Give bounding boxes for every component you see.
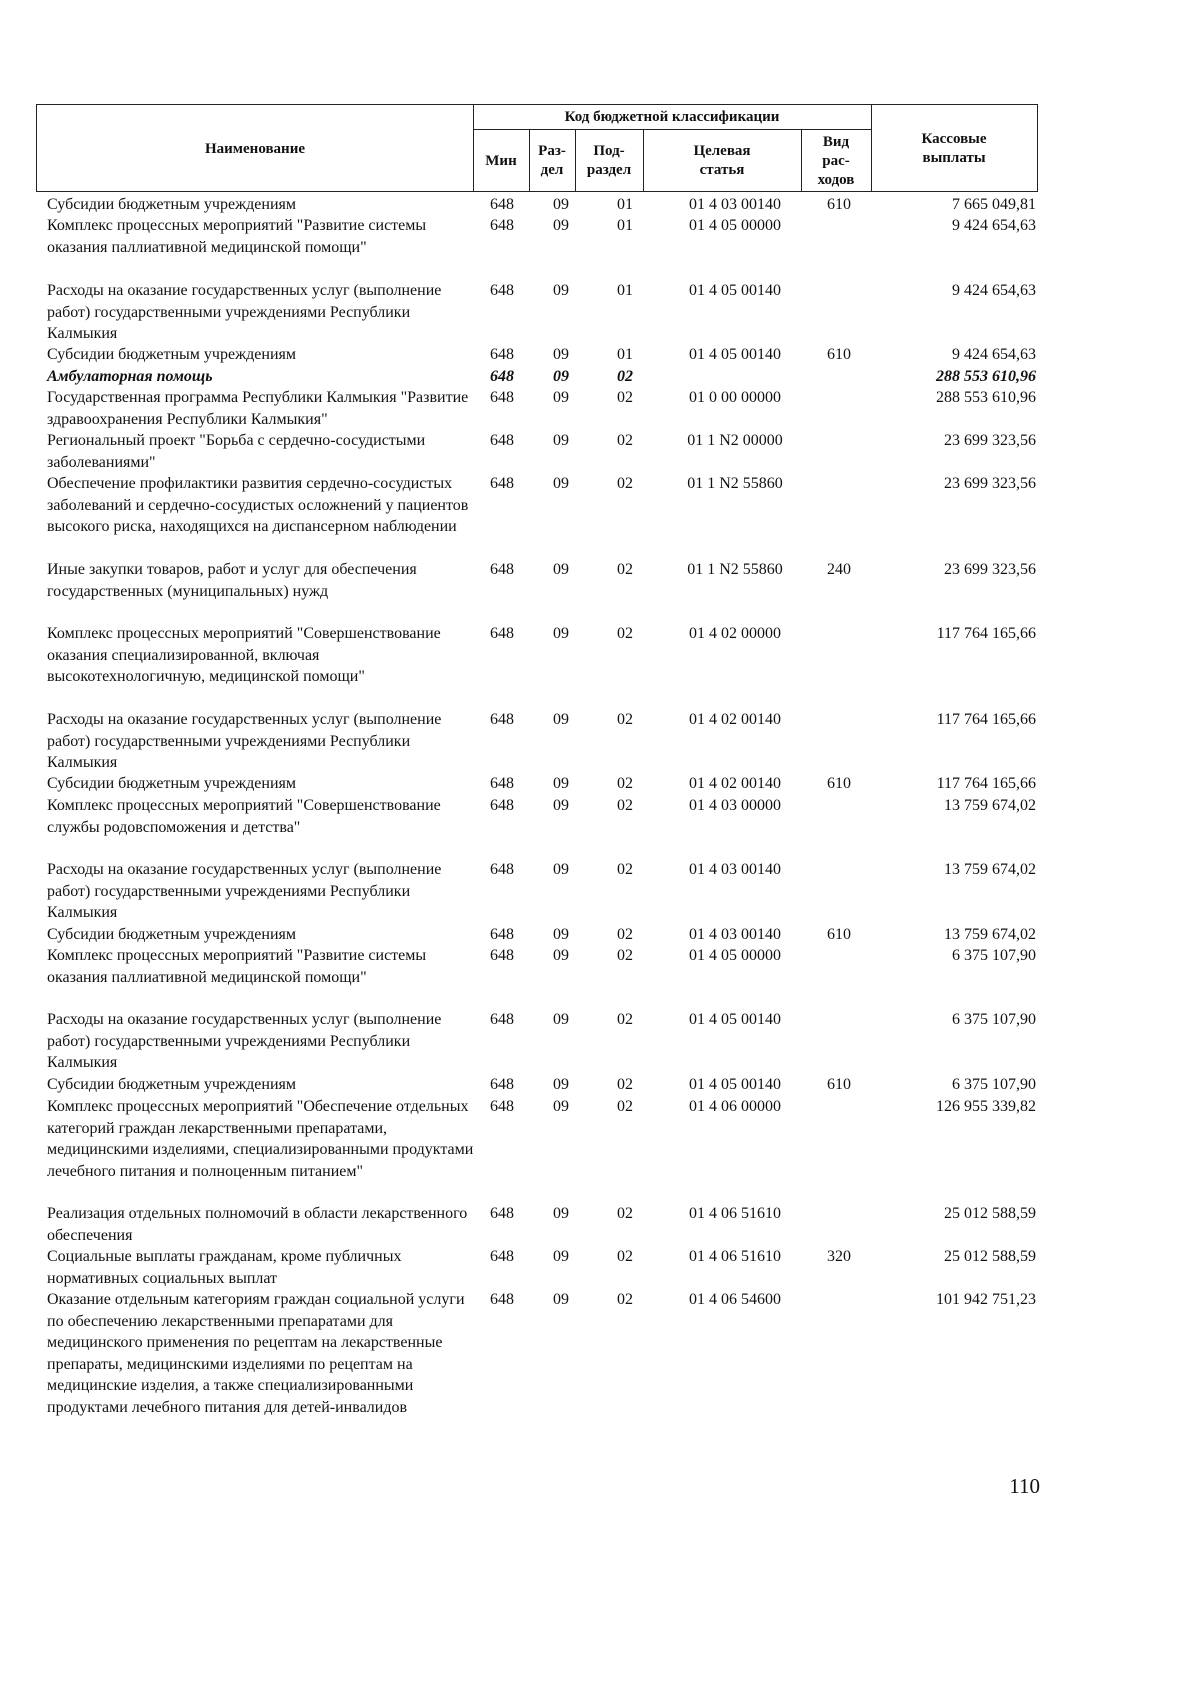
row-min: 648 [490,625,514,642]
row-kassovye-vyplaty: 13 759 674,02 [944,797,1036,814]
header-podrazdel: Под- раздел [586,143,632,178]
row-name: Региональный проект "Борьба с сердечно-сосудистыми заболеваниями" [47,432,426,471]
row-podrazdel: 02 [617,432,633,449]
row-min: 648 [490,389,514,406]
row-tselevaya-statya: 01 4 02 00140 [689,775,781,792]
row-podrazdel: 01 [617,346,633,363]
row-tselevaya-statya: 01 4 06 54600 [689,1291,781,1308]
row-podrazdel: 02 [617,1205,633,1222]
row-podrazdel: 01 [617,196,633,213]
row-name: Субсидии бюджетным учреждениям [47,775,296,792]
row-vid-raskhodov: 610 [827,775,851,792]
row-min: 648 [490,1291,514,1308]
row-razdel: 09 [553,1011,569,1028]
row-podrazdel: 02 [617,625,633,642]
row-tselevaya-statya: 01 4 06 00000 [689,1098,781,1115]
row-podrazdel: 02 [617,368,633,385]
header-budget-code-group: Код бюджетной классификации [564,108,780,125]
row-podrazdel: 02 [617,1011,633,1028]
row-razdel: 09 [553,797,569,814]
row-kassovye-vyplaty: 13 759 674,02 [944,926,1036,943]
row-kassovye-vyplaty: 126 955 339,82 [936,1098,1036,1115]
row-kassovye-vyplaty: 25 012 588,59 [944,1205,1036,1222]
row-razdel: 09 [553,282,569,299]
row-kassovye-vyplaty: 23 699 323,56 [944,561,1036,578]
row-kassovye-vyplaty: 9 424 654,63 [952,217,1036,234]
row-razdel: 09 [553,217,569,234]
row-podrazdel: 02 [617,1248,633,1265]
row-name: Комплекс процессных мероприятий "Совершенствование оказания специализированной, включая высокотехнологичную, медицинской помощи" [47,625,441,685]
row-min: 648 [490,861,514,878]
row-name: Расходы на оказание государственных услуг (выполнение работ) государственными учреждениями Республики Калмыкия [47,711,442,771]
row-name: Иные закупки товаров, работ и услуг для обеспечения государственных (муниципальных) нужд [47,561,417,600]
row-kassovye-vyplaty: 117 764 165,66 [936,625,1036,642]
row-razdel: 09 [553,368,569,385]
row-podrazdel: 02 [617,1291,633,1308]
row-razdel: 09 [553,196,569,213]
row-podrazdel: 02 [617,926,633,943]
row-vid-raskhodov: 610 [827,926,851,943]
row-kassovye-vyplaty: 117 764 165,66 [936,775,1036,792]
row-razdel: 09 [553,711,569,728]
row-podrazdel: 01 [617,217,633,234]
row-podrazdel: 02 [617,561,633,578]
row-tselevaya-statya: 01 1 N2 00000 [687,432,783,449]
row-podrazdel: 02 [617,475,633,492]
row-tselevaya-statya: 01 4 03 00140 [689,196,781,213]
row-tselevaya-statya: 01 4 06 51610 [689,1248,781,1265]
row-podrazdel: 01 [617,282,633,299]
header-name: Наименование [205,140,305,157]
row-podrazdel: 02 [617,797,633,814]
row-vid-raskhodov: 610 [827,1076,851,1093]
row-tselevaya-statya: 01 4 03 00000 [689,797,781,814]
row-min: 648 [490,282,514,299]
row-vid-raskhodov: 240 [827,561,851,578]
row-name: Субсидии бюджетным учреждениям [47,926,296,943]
row-podrazdel: 02 [617,775,633,792]
row-kassovye-vyplaty: 6 375 107,90 [952,947,1036,964]
row-kassovye-vyplaty: 6 375 107,90 [952,1076,1036,1093]
row-name: Расходы на оказание государственных услуг (выполнение работ) государственными учреждениями Республики Калмыкия [47,861,442,921]
row-razdel: 09 [553,561,569,578]
row-razdel: 09 [553,861,569,878]
row-tselevaya-statya: 01 4 06 51610 [689,1205,781,1222]
row-min: 648 [490,432,514,449]
row-tselevaya-statya: 01 4 02 00000 [689,625,781,642]
row-name: Комплекс процессных мероприятий "Совершенствование службы родовспоможения и детства" [47,797,441,836]
row-name: Амбулаторная помощь [47,368,213,385]
row-min: 648 [490,711,514,728]
row-min: 648 [490,797,514,814]
row-name: Субсидии бюджетным учреждениям [47,196,296,213]
row-min: 648 [490,475,514,492]
row-kassovye-vyplaty: 7 665 049,81 [952,196,1036,213]
row-tselevaya-statya: 01 4 05 00000 [689,947,781,964]
row-razdel: 09 [553,432,569,449]
row-razdel: 09 [553,947,569,964]
row-name: Социальные выплаты гражданам, кроме публичных нормативных социальных выплат [47,1248,402,1287]
row-kassovye-vyplaty: 288 553 610,96 [936,389,1036,406]
row-name: Комплекс процессных мероприятий "Развитие системы оказания паллиативной медицинской помощи" [47,217,427,256]
header-min: Мин [485,152,517,169]
row-kassovye-vyplaty: 288 553 610,96 [936,368,1036,385]
row-name: Комплекс процессных мероприятий "Развитие системы оказания паллиативной медицинской помощи" [47,947,427,986]
row-name: Реализация отдельных полномочий в области лекарственного обеспечения [47,1205,468,1244]
row-tselevaya-statya: 01 4 02 00140 [689,711,781,728]
row-name: Государственная программа Республики Калмыкия "Развитие здравоохранения Республики Калмыкия" [47,389,469,428]
header-vid-raskhodov: Вид рас- ходов [817,133,855,188]
row-razdel: 09 [553,475,569,492]
row-razdel: 09 [553,1098,569,1115]
row-min: 648 [490,1205,514,1222]
row-podrazdel: 02 [617,1098,633,1115]
row-podrazdel: 02 [617,947,633,964]
row-kassovye-vyplaty: 9 424 654,63 [952,282,1036,299]
row-name: Расходы на оказание государственных услуг (выполнение работ) государственными учреждениями Республики Калмыкия [47,282,442,342]
row-kassovye-vyplaty: 23 699 323,56 [944,475,1036,492]
row-razdel: 09 [553,1205,569,1222]
row-name: Расходы на оказание государственных услуг (выполнение работ) государственными учреждениями Республики Калмыкия [47,1011,442,1071]
row-min: 648 [490,947,514,964]
row-min: 648 [490,368,514,385]
row-vid-raskhodov: 610 [827,346,851,363]
row-min: 648 [490,1098,514,1115]
row-razdel: 09 [553,389,569,406]
row-min: 648 [490,346,514,363]
row-kassovye-vyplaty: 117 764 165,66 [936,711,1036,728]
row-tselevaya-statya: 01 4 05 00000 [689,217,781,234]
row-kassovye-vyplaty: 23 699 323,56 [944,432,1036,449]
row-tselevaya-statya: 01 4 05 00140 [689,1076,781,1093]
row-min: 648 [490,1248,514,1265]
row-kassovye-vyplaty: 9 424 654,63 [952,346,1036,363]
row-name: Субсидии бюджетным учреждениям [47,346,296,363]
row-kassovye-vyplaty: 25 012 588,59 [944,1248,1036,1265]
row-podrazdel: 02 [617,389,633,406]
row-min: 648 [490,561,514,578]
table-header [36,104,1038,192]
row-min: 648 [490,217,514,234]
header-kassovye-vyplaty: Кассовые выплаты [921,131,987,166]
header-razdel: Раз- дел [538,143,566,178]
row-name: Оказание отдельным категориям граждан социальной услуги по обеспечению лекарственными препаратами для медицинского применения по рецептам на лекарственные препараты, медицинскими изделиями по рецептам на медицинские изделия, а также специализированными продуктами лечебного питания для детей-инвалидов [47,1291,465,1416]
row-tselevaya-statya: 01 1 N2 55860 [687,561,783,578]
row-podrazdel: 02 [617,861,633,878]
row-razdel: 09 [553,1291,569,1308]
row-tselevaya-statya: 01 0 00 00000 [689,389,781,406]
row-kassovye-vyplaty: 13 759 674,02 [944,861,1036,878]
row-min: 648 [490,196,514,213]
row-name: Комплекс процессных мероприятий "Обеспечение отдельных категорий граждан лекарственными препаратами, медицинскими изделиями, специализированными продуктами лечебного питания и полноценным питанием" [47,1098,474,1180]
row-tselevaya-statya: 01 4 03 00140 [689,861,781,878]
page-number: 110 [1009,1474,1040,1498]
row-tselevaya-statya: 01 4 05 00140 [689,346,781,363]
row-podrazdel: 02 [617,711,633,728]
row-razdel: 09 [553,346,569,363]
row-kassovye-vyplaty: 101 942 751,23 [936,1291,1036,1308]
row-razdel: 09 [553,1076,569,1093]
header-tselevaya-statya: Целевая статья [693,143,751,178]
row-razdel: 09 [553,775,569,792]
row-min: 648 [490,1011,514,1028]
row-min: 648 [490,926,514,943]
row-kassovye-vyplaty: 6 375 107,90 [952,1011,1036,1028]
row-razdel: 09 [553,625,569,642]
row-min: 648 [490,775,514,792]
row-tselevaya-statya: 01 4 05 00140 [689,1011,781,1028]
row-tselevaya-statya: 01 1 N2 55860 [687,475,783,492]
row-razdel: 09 [553,1248,569,1265]
row-name: Обеспечение профилактики развития сердечно-сосудистых заболеваний и сердечно-сосудистых осложнений у пациентов высокого риска, находящихся на диспансерном наблюдении [47,475,469,535]
row-podrazdel: 02 [617,1076,633,1093]
row-min: 648 [490,1076,514,1093]
row-razdel: 09 [553,926,569,943]
row-vid-raskhodov: 320 [827,1248,851,1265]
row-name: Субсидии бюджетным учреждениям [47,1076,296,1093]
row-tselevaya-statya: 01 4 05 00140 [689,282,781,299]
row-vid-raskhodov: 610 [827,196,851,213]
row-tselevaya-statya: 01 4 03 00140 [689,926,781,943]
